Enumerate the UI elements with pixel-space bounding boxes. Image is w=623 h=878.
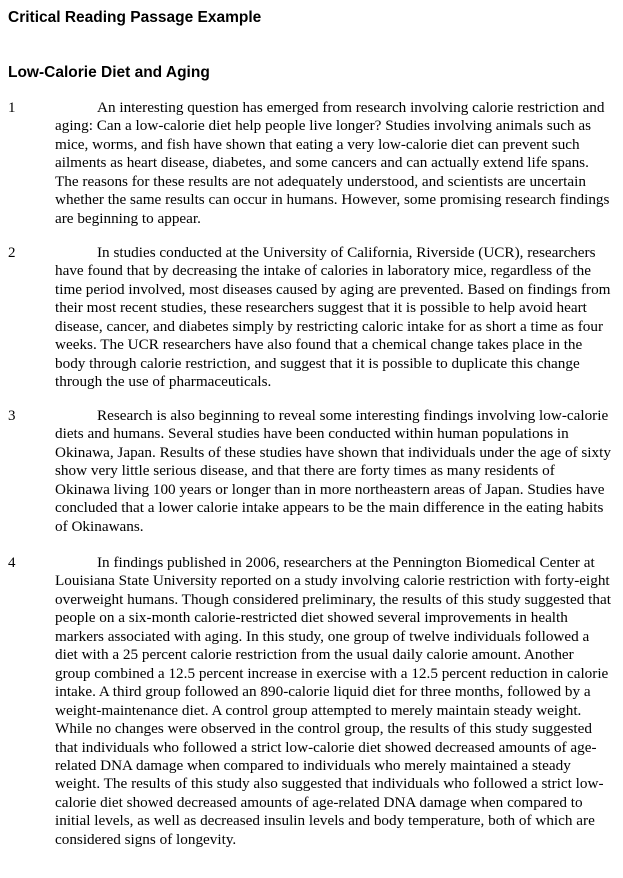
paragraph-number: 2 xyxy=(8,245,16,261)
paragraph-4 xyxy=(8,554,614,849)
paragraph-number: 3 xyxy=(8,408,16,424)
paragraph-number: 1 xyxy=(8,100,16,116)
paragraph-number: 4 xyxy=(8,555,16,571)
paragraph-text: Research is also beginning to reveal some interesting findings involving low-calorie diets and humans. Several studies have been conducted within human populations in Okinawa, Japan. Results of these studies have shown that individuals under the age of sixty show very little serious disease, and that there are forty times as many residents of Okinawa living 100 years or longer than in more northeastern areas of Japan. Studies have concluded that a lower calorie intake appears to be the main difference in the eating habits of Okinawans. xyxy=(55,407,611,535)
document-title: Critical Reading Passage Example xyxy=(8,9,262,26)
paragraph-1 xyxy=(8,99,614,228)
section-title: Low-Calorie Diet and Aging xyxy=(8,64,210,81)
paragraph-text: In studies conducted at the University of California, Riverside (UCR), researchers have found that by decreasing the intake of calories in laboratory mice, regardless of the time period involved, most diseases caused by aging are prevented. Based on findings from their most recent studies, these researchers suggest that it is possible to help avoid heart disease, cancer, and diabetes simply by restricting caloric intake for as short a time as four weeks. The UCR researchers have also found that a chemical change takes place in the body through calorie restriction, and suggest that it is possible to duplicate this change through the use of pharmaceuticals. xyxy=(55,244,611,391)
paragraph-2 xyxy=(8,244,614,392)
paragraph-3 xyxy=(8,407,614,536)
paragraph-text: An interesting question has emerged from research involving calorie restriction and aging: Can a low-calorie diet help people live longer? Studies involving animals such as mice, worms, and fish have shown that eating a very low-calorie diet can prevent such ailments as heart disease, diabetes, and some cancers and can actually extend life spans. The reasons for these results are not adequately understood, and scientists are uncertain whether the same results can occur in humans. However, some promising research findings are beginning to appear. xyxy=(55,99,610,227)
paragraph-text: In findings published in 2006, researchers at the Pennington Biomedical Center at Louisiana State University reported on a study involving calorie restriction with forty-eight overweight humans. Though considered preliminary, the results of this study suggested that people on a six-month calorie-restricted diet showed several improvements in health markers associated with aging. In this study, one group of twelve individuals followed a diet with a 25 percent calorie restriction from the usual daily calorie amount. Another group combined a 12.5 percent increase in exercise with a 12.5 percent reduction in calorie intake. A third group followed an 890-calorie liquid diet for three months, followed by a weight-maintenance diet. A control group attempted to merely maintain steady weight. While no changes were observed in the control group, the results of this study suggested that individuals who followed a strict low-calorie diet showed decreased amounts of age-related DNA damage when compared to individuals who merely maintained a steady weight. The results of this study also suggested that individuals who followed a strict low-calorie diet showed decreased amounts of age-related DNA damage when compared to initial levels, as well as decreased insulin levels and body temperature, both of which are considered signs of longevity. xyxy=(55,554,611,848)
